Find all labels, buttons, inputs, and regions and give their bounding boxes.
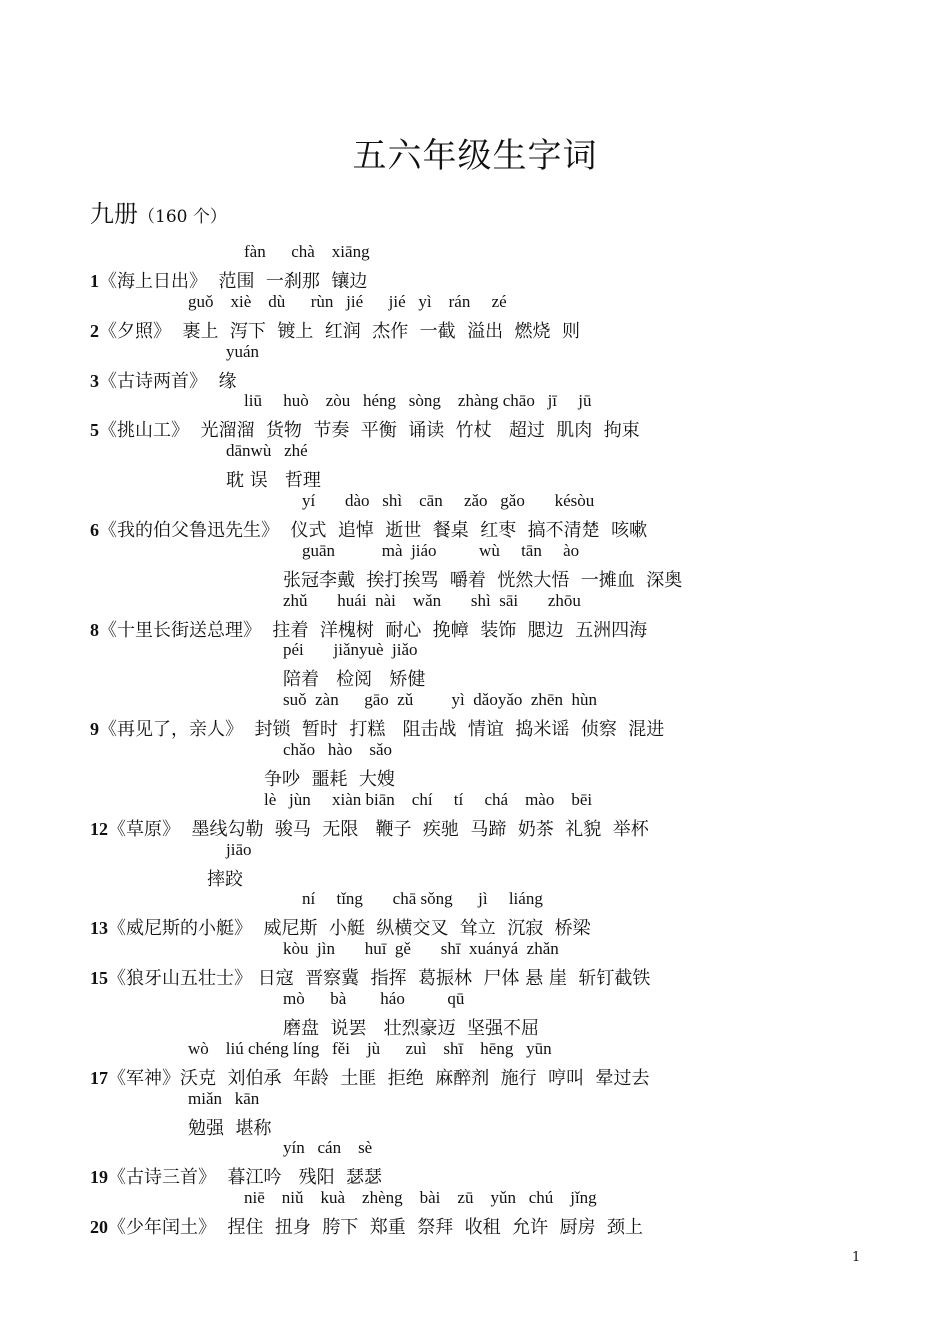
lesson-number: 12	[90, 818, 108, 839]
vocab-row	[90, 1163, 382, 1189]
vocab-text: 《威尼斯的小艇》 威尼斯 小艇 纵横交叉 耸立 沉寂 桥梁	[108, 918, 591, 940]
pinyin-row: péi jiǎnyuè jiǎo	[283, 640, 418, 660]
lesson-number: 6	[90, 519, 99, 540]
vocab-text: 磨盘 说罢 壮烈豪迈 坚强不屈	[283, 1017, 540, 1039]
vocab-text: 《十里长街送总理》 拄着 洋槐树 耐心 挽幛 装饰 腮边 五洲四海	[99, 619, 648, 641]
pinyin-row: yín cán sè	[283, 1138, 373, 1158]
vocab-row	[90, 715, 664, 741]
vocab-text: 《少年闰土》 捏住 扭身 胯下 郑重 祭拜 收租 允许 厨房 颈上	[108, 1217, 643, 1239]
pinyin-row: yí dào shì cān zǎo gǎo késòu	[302, 491, 595, 510]
pinyin-row: wò liú chéng líng fěi jù zuì shī hēng yūn	[188, 1038, 552, 1058]
pinyin-row: chǎo hào sǎo	[283, 740, 393, 759]
vocab-text: 《狼牙山五壮士》 日寇 晋察冀 指挥 葛振林 尸体 悬 崖 斩钉截铁	[108, 968, 651, 990]
pinyin-row: ní tǐng chā sǒng jì liáng	[302, 889, 543, 909]
volume-label: 九册	[90, 200, 138, 228]
vocab-text: 《古诗三首》 暮江吟 残阳 瑟瑟	[108, 1167, 383, 1189]
pinyin-row: liū huò zòu héng sòng zhàng chāo jī jū	[244, 391, 592, 411]
lesson-number: 2	[90, 320, 99, 341]
vocab-row	[90, 516, 647, 542]
lesson-number: 20	[90, 1217, 108, 1238]
vocab-row	[90, 914, 591, 940]
vocab-row	[264, 765, 395, 791]
vocab-text: 陪着 检阅 矫健	[283, 669, 426, 691]
vocab-row	[90, 1213, 643, 1239]
vocab-row	[90, 964, 650, 990]
volume-heading	[90, 194, 227, 229]
pinyin-row: dānwù zhé	[226, 441, 308, 461]
pinyin-row: yuán	[226, 341, 260, 361]
lesson-number: 8	[90, 619, 99, 640]
vocab-row	[283, 566, 682, 592]
vocab-row	[90, 317, 580, 343]
page-number: 1	[852, 1250, 861, 1265]
pinyin-row: miǎn kān	[188, 1088, 260, 1108]
lesson-number: 1	[90, 270, 99, 291]
vocab-text: 《我的伯父鲁迅先生》 仪式 追悼 逝世 餐桌 红枣 搞不清楚 咳嗽	[99, 519, 648, 541]
page-title: 五六年级生字词	[352, 136, 598, 176]
pinyin-row: kòu jìn huī gě shī xuányá zhǎn	[283, 939, 559, 959]
vocab-text: 耽 误 哲理	[226, 470, 321, 492]
vocab-text: 《古诗两首》 缘	[99, 370, 237, 392]
pinyin-row: zhǔ huái nài wǎn shì sāi zhōu	[283, 590, 581, 610]
vocab-row	[283, 665, 425, 691]
vocab-row	[90, 367, 236, 393]
pinyin-row: guān mà jiáo wù tān ào	[302, 540, 580, 560]
vocab-row	[226, 466, 321, 492]
volume-count: （160 个）	[138, 207, 227, 227]
lesson-number: 13	[90, 918, 108, 939]
vocab-text: 《挑山工》 光溜溜 货物 节奏 平衡 诵读 竹杖 超过 肌肉 拘束	[99, 420, 640, 442]
pinyin-row: lè jùn xiàn biān chí tí chá mào bēi	[264, 789, 593, 809]
vocab-text: 摔跤	[207, 868, 243, 890]
lesson-number: 17	[90, 1067, 108, 1088]
vocab-text: 争吵 噩耗 大嫂	[264, 768, 395, 790]
vocab-row	[90, 616, 647, 642]
pinyin-row: niē niǔ kuà zhèng bài zū yǔn chú jǐng	[244, 1188, 597, 1208]
pinyin-row: suǒ zàn gāo zǔ yì dǎoyǎo zhēn hùn	[283, 690, 597, 710]
lesson-number: 19	[90, 1167, 108, 1188]
pinyin-row: jiāo	[226, 839, 252, 859]
vocab-row	[207, 865, 243, 891]
vocab-row	[188, 1114, 271, 1140]
vocab-text: 《海上日出》 范围 一刹那 镶边	[99, 270, 368, 292]
vocab-row	[90, 267, 367, 293]
vocab-text: 《夕照》 裹上 泻下 镀上 红润 杰作 一截 溢出 燃烧 则	[99, 320, 580, 342]
vocab-text: 勉强 堪称	[188, 1117, 272, 1139]
pinyin-row: guǒ xiè dù rùn jié jié yì rán zé	[188, 291, 507, 311]
pinyin-row: fàn chà xiāng	[244, 242, 370, 261]
vocab-text: 《草原》 墨线勾勒 骏马 无限 鞭子 疾驰 马蹄 奶茶 礼貌 举杯	[108, 818, 649, 840]
lesson-number: 9	[90, 719, 99, 740]
vocab-text: 《军神》沃克 刘伯承 年龄 土匪 拒绝 麻醉剂 施行 哼叫 晕过去	[108, 1067, 650, 1089]
vocab-row	[90, 416, 640, 442]
pinyin-row: mò bà háo qū	[283, 989, 465, 1008]
vocab-row	[90, 1064, 650, 1090]
vocab-row	[90, 815, 649, 841]
vocab-text: 《再见了，亲人》 封锁 暂时 打糕 阻击战 情谊 捣米谣 侦察 混进	[99, 719, 665, 741]
lesson-number: 15	[90, 968, 108, 989]
lesson-number: 5	[90, 420, 99, 441]
vocab-row	[283, 1014, 539, 1040]
vocab-text: 张冠李戴 挨打挨骂 嚼着 恍然大悟 一摊血 深奥	[283, 569, 683, 591]
lesson-number: 3	[90, 370, 99, 391]
